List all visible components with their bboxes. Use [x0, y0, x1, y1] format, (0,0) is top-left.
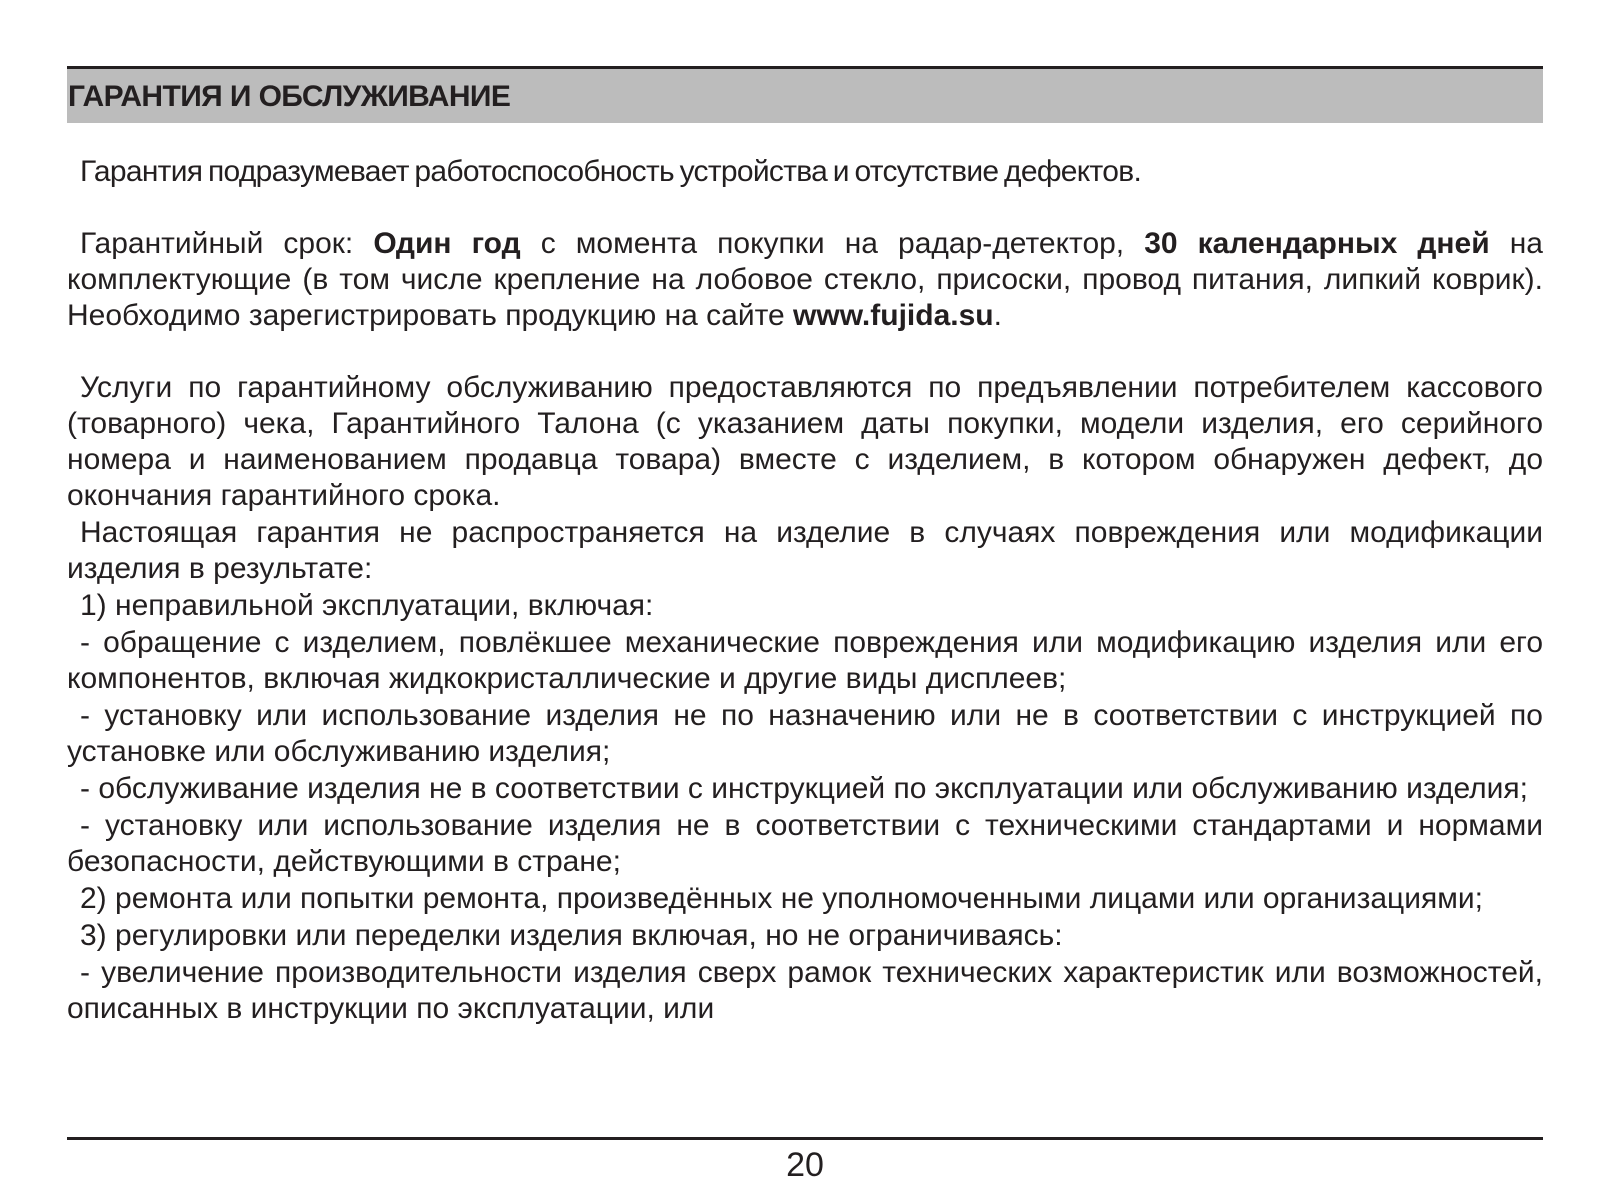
list-item: - установку или использование изделия не в соответствии с техническими стандартами и нормами безопасности, действующими в стране; [67, 809, 1543, 878]
warranty-period-one-year: Один год [373, 227, 521, 260]
bottom-divider [67, 1137, 1543, 1140]
warranty-period-text-4: . [993, 299, 1002, 332]
warranty-period-text-1: Гарантийный срок: [80, 227, 374, 260]
list-item: 1) неправильной эксплуатации, включая: [80, 589, 654, 622]
warranty-period-text-2: с момента покупки на радар-детектор, [520, 227, 1145, 260]
list-item: - увеличение производительности изделия сверх рамок технических характеристик или возможностей, описанных в инструкции по эксплуатации, или [67, 956, 1543, 1025]
paragraph-service-conditions: Услуги по гарантийному обслуживанию предоставляются по предъявлении потребителем кассового (товарного) чека, Гарантийного Талона (с указанием даты покупки, модели изделия, его серийного номера и наименованием продавца товара) вместе с изделием, в котором обнаружен дефект, до окончания гарантийного срока. [67, 371, 1543, 512]
list-item: - обслуживание изделия не в соответствии с инструкцией по эксплуатации или обслуживанию изделия; [80, 772, 1528, 805]
paragraph-warranty-definition: Гарантия подразумевает работоспособность устройства и отсутствие дефектов. [80, 155, 1142, 188]
warranty-period-30-days: 30 календарных дней [1144, 227, 1490, 260]
list-item: 3) регулировки или переделки изделия включая, но не ограничиваясь: [80, 919, 1063, 952]
document-page [67, 66, 1543, 1027]
list-item: 2) ремонта или попытки ремонта, произведённых не уполномоченными лицами или организациями; [80, 882, 1483, 915]
website-link: www.fujida.su [793, 299, 994, 332]
warranty-period-text-3: на комплектующие (в том числе крепление на лобовое стекло, присоски, провод питания, липкий коврик). Необходимо зарегистрировать продукцию на сайте [67, 227, 1543, 332]
section-title: ГАРАНТИЯ И ОБСЛУЖИВАНИЕ [68, 80, 511, 113]
list-item: - обращение с изделием, повлёкшее механические повреждения или модификацию изделия или его компонентов, включая жидкокристаллические и другие виды дисплеев; [67, 626, 1543, 695]
list-item: - установку или использование изделия не по назначению или не в соответствии с инструкцией по установке или обслуживанию изделия; [67, 699, 1543, 768]
document-body [67, 154, 1543, 1027]
page-number: 20 [786, 1146, 824, 1184]
paragraph-exclusions-intro: Настоящая гарантия не распространяется на изделие в случаях повреждения или модификации изделия в результате: [67, 516, 1543, 585]
paragraph-warranty-period [67, 226, 1543, 334]
section-header-bar [67, 69, 1543, 123]
